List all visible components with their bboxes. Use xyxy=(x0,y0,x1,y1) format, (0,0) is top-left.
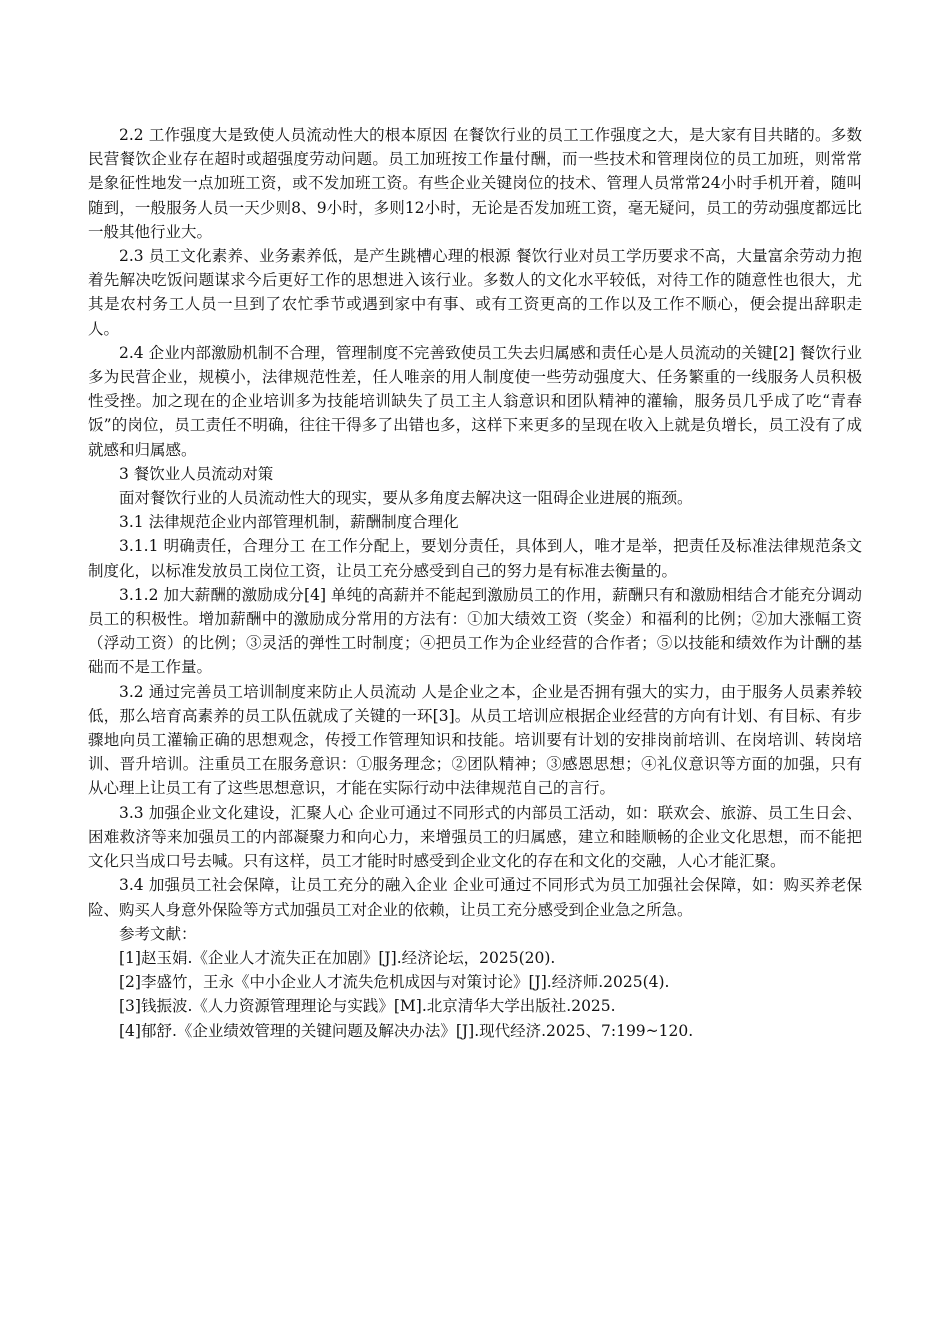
paragraph-3-1-1: 3.1.1 明确责任，合理分工 在工作分配上，要划分责任，具体到人，唯才是举，把责任及标准法律规范条文制度化，以标准发放员工岗位工资，让员工充分感受到自己的努力是有标准去衡量的。 xyxy=(88,537,862,580)
references-heading: 参考文献： xyxy=(119,924,197,943)
paragraph-3-intro: 面对餐饮行业的人员流动性大的现实，要从多角度去解决这一阻碍企业进展的瓶颈。 xyxy=(119,489,693,508)
paragraph-2-4: 2.4 企业内部激励机制不合理，管理制度不完善致使员工失去归属感和责任心是人员流动的关键[2] 餐饮行业多为民营企业，规模小，法律规范性差，任人唯亲的用人制度使一些劳动强度大、任务繁重的一线服务人员积极性受挫。加之现在的企业培训多为技能培训缺失了员工主人翁意识和团队精神的灌输，服务员几乎成了吃“青春饭”的岗位，员工责任不明确，往往干得多了出错也多，这样下来更多的呈现在收入上就是负增长，员工没有了成就感和归属感。 xyxy=(88,343,862,459)
paragraph-3-1-2: 3.1.2 加大薪酬的激励成分[4] 单纯的高薪并不能起到激励员工的作用，薪酬只有和激励相结合才能充分调动员工的积极性。增加薪酬中的激励成分常用的方法有：①加大绩效工资（奖金）和福利的比例；②加大涨幅工资（浮动工资）的比例；③灵活的弹性工时制度；④把员工作为企业经营的合作者；⑤以技能和绩效作为计酬的基础而不是工作量。 xyxy=(88,585,862,677)
paragraph-3-2: 3.2 通过完善员工培训制度来防止人员流动 人是企业之本，企业是否拥有强大的实力，由于服务人员素养较低，那么培育高素养的员工队伍就成了关键的一环[3]。从员工培训应根据企业经营的方向有计划、有目标、有步骤地向员工灌输正确的思想观念，传授工作管理知识和技能。培训要有计划的安排岗前培训、在岗培训、转岗培训、晋升培训。注重员工在服务意识：①服务理念；②团队精神；③感恩思想；④礼仪意识等方面的加强，只有从心理上让员工有了这些思想意识，才能在实际行动中法律规范自己的言行。 xyxy=(88,682,862,798)
reference-item: [2]李盛竹，王永《中小企业人才流失危机成因与对策讨论》[J].经济师.2025(4). xyxy=(119,973,670,992)
reference-item: [4]郁舒.《企业绩效管理的关键问题及解决办法》[J].现代经济.2025、7:199~120. xyxy=(119,1021,694,1040)
section-heading-3-1: 3.1 法律规范企业内部管理机制，薪酬制度合理化 xyxy=(119,513,459,532)
paragraph-3-3: 3.3 加强企业文化建设，汇聚人心 企业可通过不同形式的内部员工活动，如：联欢会、旅游、员工生日会、困难救济等来加强员工的内部凝聚力和向心力，来增强员工的归属感，建立和睦顺畅的企业文化思想，而不能把文化只当成口号去喊。只有这样，员工才能时时感受到企业文化的存在和文化的交融，人心才能汇聚。 xyxy=(88,803,862,871)
reference-item: [1]赵玉娟.《企业人才流失正在加剧》[J].经济论坛，2025(20). xyxy=(119,948,556,967)
paragraph-2-2: 2.2 工作强度大是致使人员流动性大的根本原因 在餐饮行业的员工工作强度之大，是大家有目共睹的。多数民营餐饮企业存在超时或超强度劳动问题。员工加班按工作量付酬，而一些技术和管理岗位的员工加班，则常常是象征性地发一点加班工资，或不发加班工资。有些企业关键岗位的技术、管理人员常常24小时手机开着，随叫随到，一般服务人员一天少则8、9小时，多则12小时，无论是否发加班工资，毫无疑问，员工的劳动强度都远比一般其他行业大。 xyxy=(88,126,862,241)
document-body xyxy=(88,123,862,1043)
paragraph-2-3: 2.3 员工文化素养、业务素养低，是产生跳槽心理的根源 餐饮行业对员工学历要求不高，大量富余劳动力抱着先解决吃饭问题谋求今后更好工作的思想进入该行业。多数人的文化水平较低，对待工作的随意性也很大，尤其是农村务工人员一旦到了农忙季节或遇到家中有事、或有工资更高的工作以及工作不顺心，便会提出辞职走人。 xyxy=(88,247,862,338)
paragraph-3-4: 3.4 加强员工社会保障，让员工充分的融入企业 企业可通过不同形式为员工加强社会保障，如：购买养老保险、购买人身意外保险等方式加强员工对企业的依赖，让员工充分感受到企业急之所急。 xyxy=(88,876,862,919)
section-heading-3: 3 餐饮业人员流动对策 xyxy=(119,464,274,483)
reference-item: [3]钱振波.《人力资源管理理论与实践》[M].北京清华大学出版社.2025. xyxy=(119,997,616,1016)
